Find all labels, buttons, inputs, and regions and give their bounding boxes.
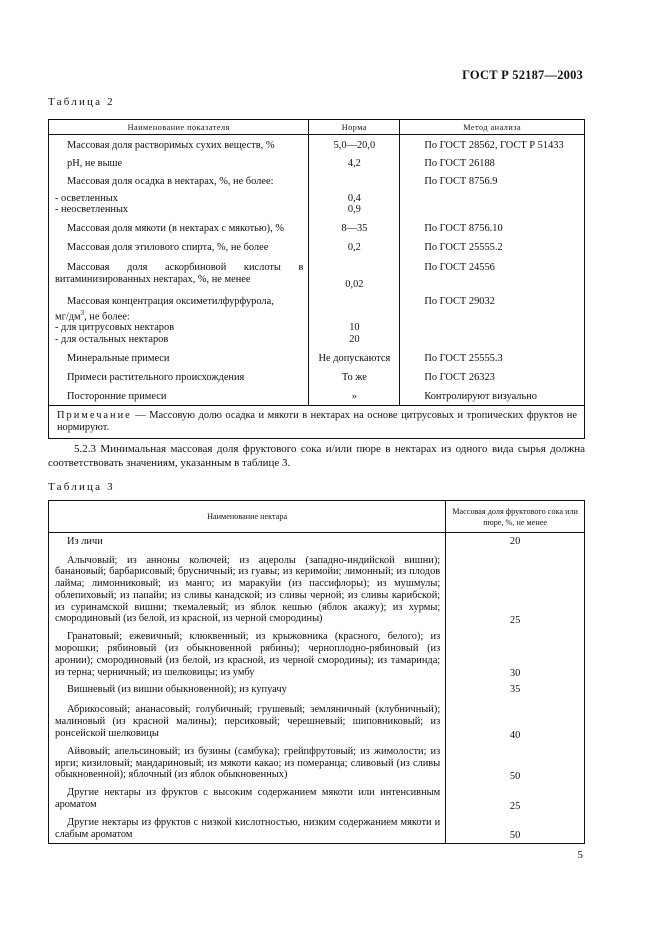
analysis-method: Контролируют визуально (400, 388, 585, 406)
indicator-name: Массовая доля этилового спирта, %, не более (49, 239, 309, 258)
column-header: Массовая доля фруктового сока или пюре, %, не менее (446, 501, 585, 533)
min-share-value: 50 (446, 743, 585, 784)
column-header: Наименование нектара (49, 501, 446, 533)
table-note-row (49, 406, 585, 439)
analysis-method: По ГОСТ 8756.10 (400, 220, 585, 239)
table-row (49, 193, 585, 205)
norm-value (309, 292, 400, 322)
table3-caption: Таблица 3 (48, 481, 115, 493)
min-share-value: 40 (446, 701, 585, 742)
note-text: — Массовую долю осадка и мякоти в нектарах на основе цитрусовых и тропических фруктов не нормируют. (57, 410, 577, 434)
unit-tail: , не более: (84, 310, 130, 322)
nectar-name: Из личи (49, 533, 446, 552)
norm-value: 0,02 (309, 258, 400, 292)
table-note (49, 406, 585, 439)
table-row (49, 135, 585, 155)
table-row (49, 204, 585, 220)
table-row (49, 369, 585, 388)
table-row (49, 220, 585, 239)
indicator-name: - неосветленных (49, 204, 309, 220)
indicator-name: Посторонние примеси (49, 388, 309, 406)
analysis-method: По ГОСТ 25555.2 (400, 239, 585, 258)
indicator-name: - для цитрусовых нектаров (49, 322, 309, 334)
analysis-method: По ГОСТ 29032 (400, 292, 585, 322)
table-row (49, 814, 585, 844)
indicator-name-line2 (55, 308, 303, 323)
analysis-method: По ГОСТ 24556 (400, 258, 585, 292)
indicator-name: pH, не выше (49, 155, 309, 173)
indicator-name: Массовая доля аскорбиновой кислоты в витаминизированных нектарах, %, не менее (49, 258, 309, 292)
min-share-value: 25 (446, 552, 585, 629)
nectar-name: Алычовый; из анноны колючей; из ацеролы (западно-индийской вишни); банановый; барбарисовый; брусничный; из гуавы; из керимойи; лимонный; из плодов лайма; лимонниковый; из манго; из маракуйи (из пассифлоры); из мушмулы; облепиховый; из папайи; из сливы канадской; из сливы черной; из сливы карибской; из суринамской вишни; ткемалевый; из яблок кешью (яблок акажу); из хурмы; смородиновый (из белой, из красной, из черной смородины) (49, 552, 446, 629)
table-row (49, 628, 585, 681)
indicator-name (49, 292, 309, 322)
analysis-method: По ГОСТ 26188 (400, 155, 585, 173)
indicator-name: Минеральные примеси (49, 350, 309, 369)
indicator-name: Массовая доля растворимых сухих веществ, % (49, 135, 309, 155)
indicator-name: Примеси растительного происхождения (49, 369, 309, 388)
table-row (49, 239, 585, 258)
table-row (49, 322, 585, 334)
min-share-value: 25 (446, 784, 585, 814)
nectar-name: Вишневый (из вишни обыкновенной); из купуачу (49, 681, 446, 701)
table-row (49, 258, 585, 292)
nectar-name: Другие нектары из фруктов с высоким содержанием мякоти или интенсивным ароматом (49, 784, 446, 814)
analysis-method: По ГОСТ 25555.3 (400, 350, 585, 369)
nectar-name: Гранатовый; ежевичный; клюквенный; из крыжовника (красного, белого); из морошки; рябиновый (из обыкновенной рябины); черноплодно-рябиновый (из аронии); смородиновый (из белой, из красной, из черной смородины); из тамаринда; из терна; черничный; из шелковицы; из умбу (49, 628, 446, 681)
analysis-method: По ГОСТ 28562, ГОСТ Р 51433 (400, 135, 585, 155)
norm-value: 4,2 (309, 155, 400, 173)
norm-value: Не допускаются (309, 350, 400, 369)
table2-caption: Таблица 2 (48, 96, 115, 108)
analysis-method: По ГОСТ 8756.9 (400, 173, 585, 193)
norm-value: 0,4 (309, 193, 400, 205)
indicator-name-line1: Массовая концентрация оксиметилфурфурола, (67, 296, 274, 307)
nectar-name: Абрикосовый; ананасовый; голубичный; грушевый; земляничный (клубничный); малиновый (из красной малины); персиковый; черешневый; шиповниковый; из ронсейской шелковицы (49, 701, 446, 742)
norm-value: То же (309, 369, 400, 388)
paragraph-5-2-3: 5.2.3 Минимальная массовая доля фруктового сока и/или пюре в нектарах из одного вида сырья должна соответствовать значениям, указанным в таблице 3. (48, 443, 585, 469)
indicator-name: - для остальных нектаров (49, 334, 309, 350)
table-row (49, 388, 585, 406)
min-share-value: 50 (446, 814, 585, 844)
column-header: Метод анализа (400, 120, 585, 135)
table-2 (48, 119, 585, 439)
table-header-row (49, 120, 585, 135)
norm-value (309, 173, 400, 193)
norm-value: 8—35 (309, 220, 400, 239)
indicator-name: - осветленных (49, 193, 309, 205)
min-share-value: 30 (446, 628, 585, 681)
table-row (49, 533, 585, 552)
table-row (49, 173, 585, 193)
table-row (49, 552, 585, 629)
column-header: Норма (309, 120, 400, 135)
note-label: Примечание (57, 410, 132, 422)
min-share-value: 20 (446, 533, 585, 552)
indicator-name: Массовая доля осадка в нектарах, %, не более: (49, 173, 309, 193)
unit-superscript: 3 (80, 308, 85, 317)
indicator-name: Массовая доля мякоти (в нектарах с мякотью), % (49, 220, 309, 239)
analysis-method: По ГОСТ 26323 (400, 369, 585, 388)
table-row (49, 350, 585, 369)
norm-value: 0,2 (309, 239, 400, 258)
column-header: Наименование показателя (49, 120, 309, 135)
table-row (49, 334, 585, 350)
min-share-value: 35 (446, 681, 585, 701)
table-row (49, 784, 585, 814)
nectar-name: Айвовый; апельсиновый; из бузины (самбука); грейпфрутовый; из жимолости; из ирги; кизиловый; мандариновый; из мякоти какао; из померанца; сливовый (из сливы обыкновенной); яблочный (из яблок обыкновенных) (49, 743, 446, 784)
table-row (49, 681, 585, 701)
page-number: 5 (577, 849, 583, 861)
table-row (49, 155, 585, 173)
unit-text: мг/дм (55, 310, 81, 322)
norm-value: 20 (309, 334, 400, 350)
norm-value: 5,0—20,0 (309, 135, 400, 155)
nectar-name: Другие нектары из фруктов с низкой кислотностью, низким содержанием мякоти и слабым ароматом (49, 814, 446, 844)
table-row (49, 292, 585, 322)
document-code: ГОСТ Р 52187—2003 (462, 68, 583, 82)
norm-value: 10 (309, 322, 400, 334)
table-row (49, 743, 585, 784)
table-header-row (49, 501, 585, 533)
norm-value: » (309, 388, 400, 406)
norm-value: 0,9 (309, 204, 400, 220)
table-row (49, 701, 585, 742)
table-3 (48, 500, 585, 844)
